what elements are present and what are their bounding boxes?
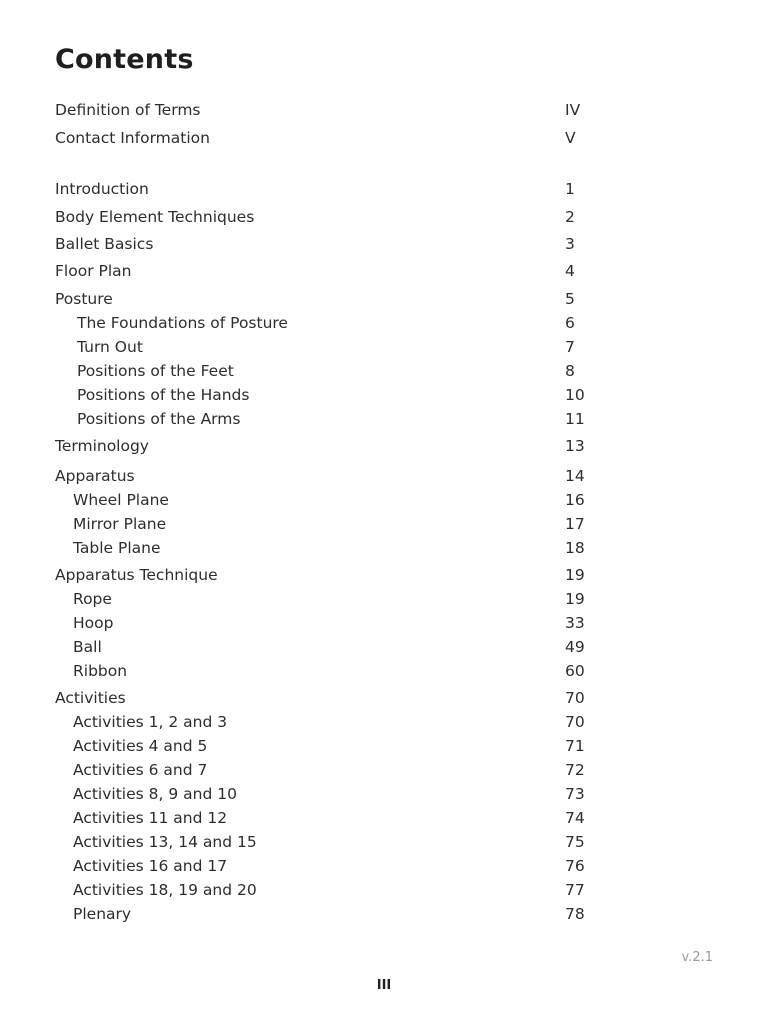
toc-entry-label: Body Element Techniques (55, 208, 255, 226)
toc-entry-page: 33 (565, 614, 585, 632)
toc-entry-label: Ribbon (73, 662, 128, 680)
toc-entry-page: 5 (565, 290, 575, 308)
toc-entry-page: 17 (565, 515, 585, 533)
toc-entry (55, 98, 600, 122)
toc-entry-page: 18 (565, 539, 585, 557)
toc-entry (55, 383, 600, 407)
toc-entry-label: Activities 1, 2 and 3 (73, 713, 228, 731)
toc-entry (55, 434, 600, 458)
toc-entry (55, 758, 600, 782)
toc-entry-page: 77 (565, 881, 585, 899)
toc-entry (55, 587, 600, 611)
toc-entry (55, 512, 600, 536)
toc-entry-label: Turn Out (77, 338, 143, 356)
toc-entry (55, 232, 600, 256)
toc-entry-page: 13 (565, 437, 585, 455)
page-title: Contents (55, 44, 194, 75)
toc-entry (55, 536, 600, 560)
toc-entry-label: Positions of the Hands (77, 386, 250, 404)
toc-entry (55, 177, 600, 201)
toc-entry (55, 563, 600, 587)
toc-entry-page: 16 (565, 491, 585, 509)
toc-entry (55, 782, 600, 806)
toc-entry-label: Posture (55, 290, 113, 308)
toc-entry (55, 126, 600, 150)
toc-entry (55, 902, 600, 926)
toc-entry (55, 464, 600, 488)
toc-entry (55, 259, 600, 283)
toc-entry-page: 70 (565, 713, 585, 731)
toc-entry (55, 205, 600, 229)
toc-entry (55, 488, 600, 512)
toc-entry (55, 854, 600, 878)
toc-entry-page: 49 (565, 638, 585, 656)
toc-entry-label: Activities 16 and 17 (73, 857, 228, 875)
toc-entry-page: 4 (565, 262, 575, 280)
toc-entry-label: Activities 11 and 12 (73, 809, 228, 827)
toc-entry-page: 19 (565, 566, 585, 584)
toc-entry (55, 407, 600, 431)
toc-entry (55, 611, 600, 635)
toc-entry-page: 7 (565, 338, 575, 356)
toc-entry-label: Wheel Plane (73, 491, 169, 509)
toc-entry-label: Apparatus Technique (55, 566, 218, 584)
toc-entry-label: Positions of the Feet (77, 362, 234, 380)
toc-entry-page: 75 (565, 833, 585, 851)
toc-entry (55, 335, 600, 359)
toc-entry-label: Hoop (73, 614, 114, 632)
toc-entry-label: Floor Plan (55, 262, 132, 280)
toc-entry-page: 60 (565, 662, 585, 680)
toc-entry-page: 10 (565, 386, 585, 404)
toc-entry-page: 6 (565, 314, 575, 332)
toc-entry (55, 830, 600, 854)
toc-entry (55, 734, 600, 758)
toc-entry-label: The Foundations of Posture (77, 314, 288, 332)
toc-entry-page: 1 (565, 180, 575, 198)
toc-entry (55, 686, 600, 710)
toc-entry-label: Plenary (73, 905, 132, 923)
toc-entry-page: 73 (565, 785, 585, 803)
toc-entry (55, 878, 600, 902)
toc-entry-label: Ball (73, 638, 102, 656)
toc-entry-page: 14 (565, 467, 585, 485)
toc-entry-label: Apparatus (55, 467, 135, 485)
toc-entry-page: 8 (565, 362, 575, 380)
toc-entry-page: 72 (565, 761, 585, 779)
toc-entry (55, 806, 600, 830)
toc-entry (55, 311, 600, 335)
page-number: III (376, 978, 392, 993)
toc-entry-label: Activities 6 and 7 (73, 761, 208, 779)
toc-entry-page: 76 (565, 857, 585, 875)
toc-entry-label: Mirror Plane (73, 515, 167, 533)
toc-entry (55, 359, 600, 383)
toc-entry-label: Activities 8, 9 and 10 (73, 785, 237, 803)
toc-entry-page: V (565, 129, 576, 147)
toc-entry-label: Terminology (55, 437, 149, 455)
toc-entry-page: 70 (565, 689, 585, 707)
toc-entry-page: IV (565, 101, 581, 119)
toc-entry (55, 287, 600, 311)
toc-entry-page: 11 (565, 410, 585, 428)
toc-entry-label: Rope (73, 590, 112, 608)
toc-entry-label: Positions of the Arms (77, 410, 241, 428)
version-label: v.2.1 (681, 950, 713, 965)
toc-entry-page: 78 (565, 905, 585, 923)
toc-entry-label: Contact Information (55, 129, 210, 147)
toc-entry-label: Ballet Basics (55, 235, 154, 253)
toc-entry-page: 2 (565, 208, 575, 226)
toc-entry-label: Definition of Terms (55, 101, 201, 119)
toc-entry-label: Table Plane (73, 539, 161, 557)
toc-entry-label: Activities (55, 689, 126, 707)
toc-entry-page: 19 (565, 590, 585, 608)
toc-entry (55, 659, 600, 683)
toc-entry (55, 635, 600, 659)
toc-entry (55, 710, 600, 734)
toc-entry-page: 3 (565, 235, 575, 253)
toc-entry-page: 71 (565, 737, 585, 755)
toc-entry-label: Introduction (55, 180, 149, 198)
toc-entry-label: Activities 18, 19 and 20 (73, 881, 257, 899)
toc-entry-label: Activities 13, 14 and 15 (73, 833, 257, 851)
toc-entry-page: 74 (565, 809, 585, 827)
toc-entry-label: Activities 4 and 5 (73, 737, 208, 755)
